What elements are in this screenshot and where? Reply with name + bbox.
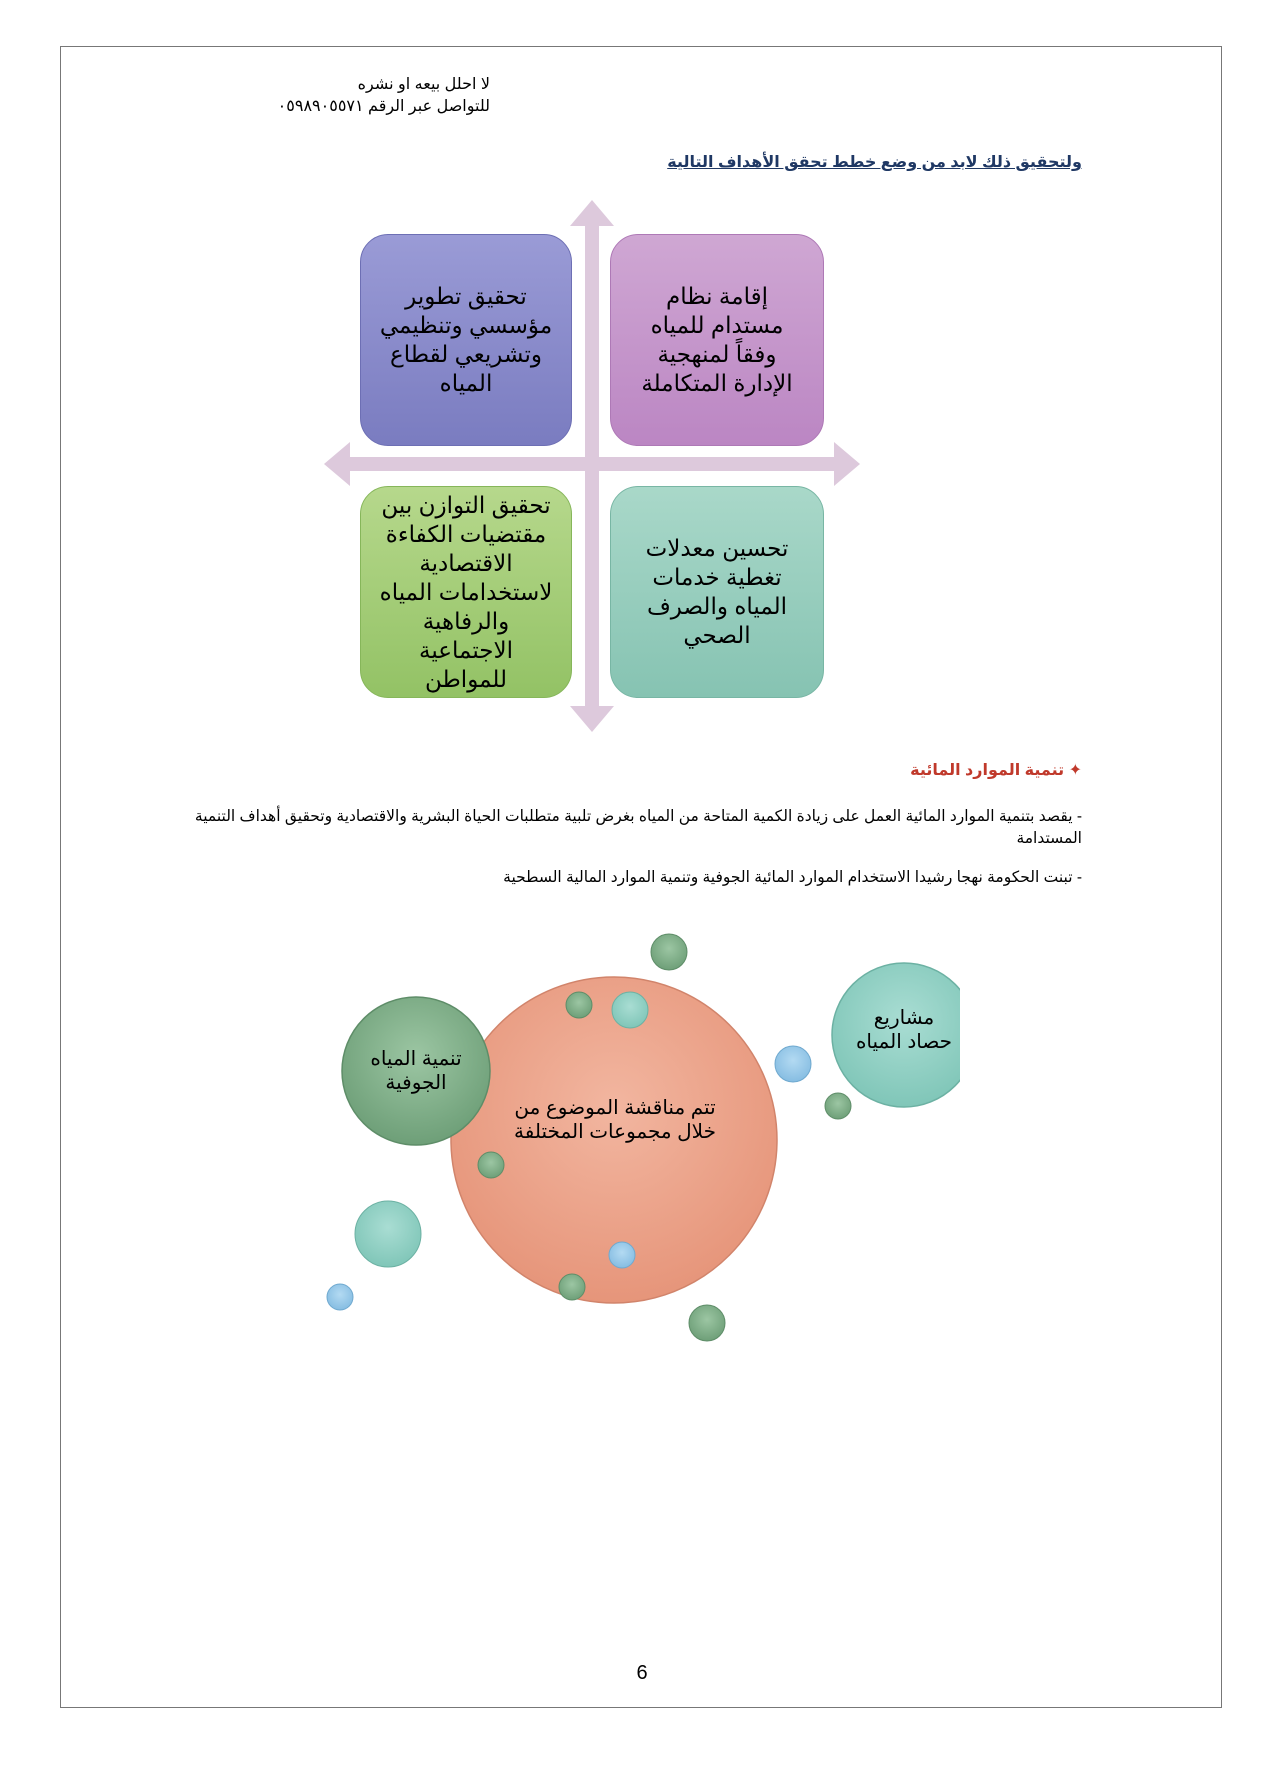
bubble-right-label: مشاريع حصاد المياه [855,1007,953,1053]
goal-box-service-coverage: تحسين معدلات تغطية خدمات المياه والصرف الصحي [610,486,824,698]
page-number: 6 [636,1662,648,1684]
small-bubble [612,992,648,1028]
section-title-text: تنمية الموارد المائية [910,762,1065,779]
goal-box-sustainable-system: إقامة نظام مستدام للمياه وفقاً لمنهجية الإدارة المتكاملة [610,234,824,446]
bubble-left-label: تنمية المياه الجوفية [370,1048,462,1094]
arrow-head-left [324,442,350,486]
paragraph-government-approach: - تبنت الحكومة نهجا رشيدا الاستخدام الموارد المائية الجوفية وتنمية الموارد المالية السطحية [503,869,1082,886]
paragraph-definition: - يقصد بتنمية الموارد المائية العمل على زيادة الكمية المتاحة من المياه بغرض تلبية متطلبات الحياة البشرية والاقتصادية وتحقيق أهداف التنمية المستدامة [194,808,1082,847]
goals-heading: ولتحقيق ذلك لابد من وضع خطط تحقق الأهداف التالية [667,154,1082,171]
small-bubble [689,1305,725,1341]
copyright-notice [190,74,490,118]
goal-box-institutional-development: تحقيق تطوير مؤسسي وتنظيمي وتشريعي لقطاع المياه [360,234,572,446]
small-bubble [775,1046,811,1082]
small-bubble [559,1274,585,1300]
four-point-star-icon: ✦ [1068,762,1082,779]
small-bubble [825,1093,851,1119]
section-heading [910,760,1082,780]
small-bubble [327,1284,353,1310]
notice-line-2: للتواصل عبر الرقم ٠٥٩٨٩٠٥٥٧١ [277,98,490,115]
arrow-head-up [570,200,614,226]
notice-line-1: لا احلل بيعه او نشره [357,76,490,93]
small-bubble [609,1242,635,1268]
bubble-center-label: تتم مناقشة الموضوع من خلال مجموعات المختلفة [514,1097,716,1143]
small-bubble [355,1201,421,1267]
horizontal-arrow-shaft [342,457,842,471]
small-bubble [566,992,592,1018]
small-bubble [651,934,687,970]
goal-box-economic-social-balance: تحقيق التوازن بين مقتضيات الكفاءة الاقتصادية لاستخدامات المياه والرفاهية الاجتماعية للمواطن [360,486,572,698]
arrow-head-down [570,706,614,732]
arrow-head-right [834,442,860,486]
